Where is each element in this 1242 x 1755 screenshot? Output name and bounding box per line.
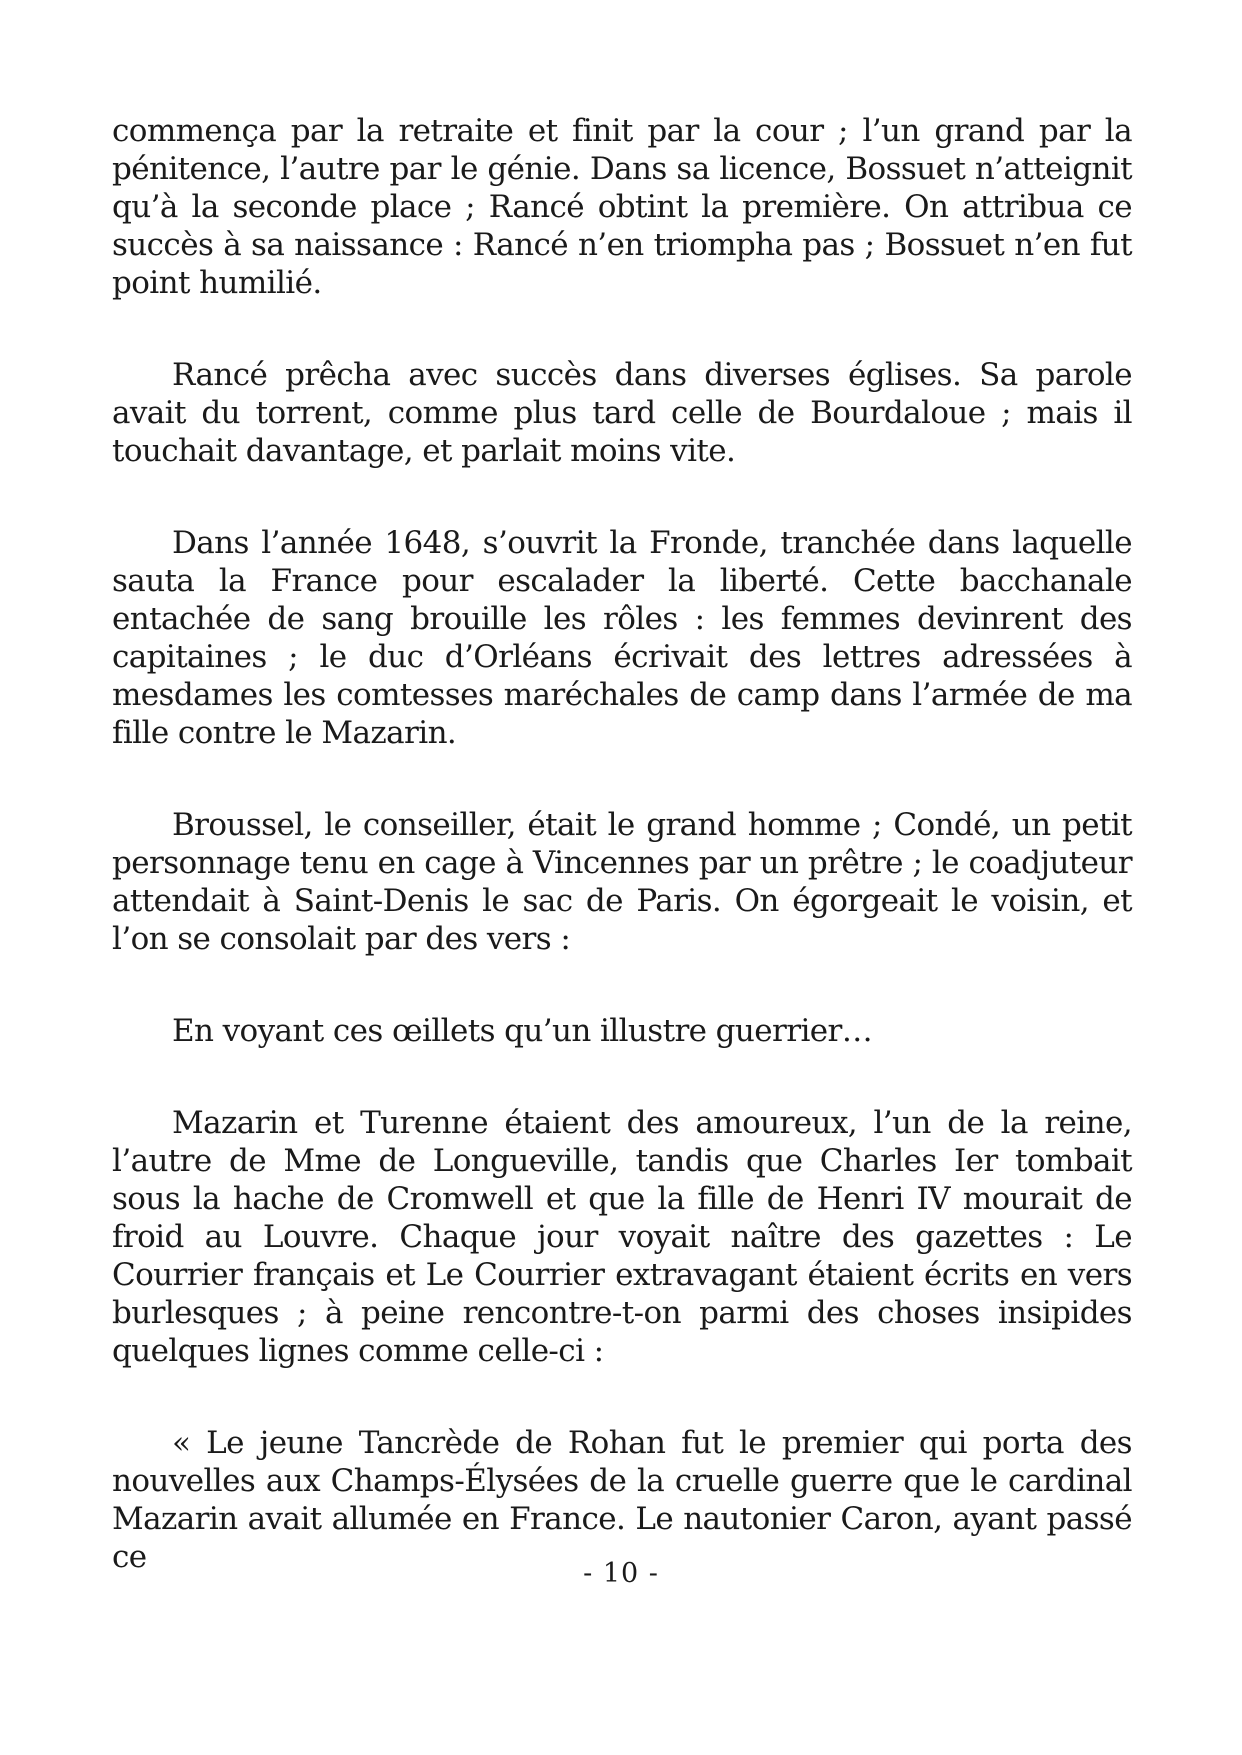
- verse-quote: En voyant ces œillets qu’un illustre guerrier…: [172, 1013, 873, 1049]
- paragraph-rance-preaching: Rancé prêcha avec succès dans diverses églises. Sa parole avait du torrent, comme plus tard celle de Bourdaloue ; mais il touchait davantage, et parlait moins vite.: [112, 357, 1132, 469]
- page-number: - 10 -: [583, 1558, 659, 1589]
- body-text: [112, 112, 1132, 1630]
- paragraph-mazarin-turenne: Mazarin et Turenne étaient des amoureux, l’un de la reine, l’autre de Mme de Longueville, tandis que Charles Ier tombait sous la hache de Cromwell et que la fille de Henri IV mourait de froid au Louvre. Chaque jour voyait naître des gazettes : Le Courrier français et Le Courrier extravagant étaient écrits en vers burlesques ; à peine rencontre-t-on parmi des choses insipides quelques lignes comme celle-ci :: [112, 1105, 1132, 1369]
- paragraph-broussel: Broussel, le conseiller, était le grand homme ; Condé, un petit personnage tenu en cage à Vincennes par un prêtre ; le coadjuteur attendait à Saint-Denis le sac de Paris. On égorgeait le voisin, et l’on se consolait par des vers :: [112, 807, 1132, 957]
- paragraph-fronde: Dans l’année 1648, s’ouvrit la Fronde, tranchée dans laquelle sauta la France pour escalader la liberté. Cette bacchanale entachée de sang brouille les rôles : les femmes devinrent des capitaines ; le duc d’Orléans écrivait des lettres adressées à mesdames les comtesses maréchales de camp dans l’armée de ma fille contre le Mazarin.: [112, 525, 1132, 751]
- paragraph-continuation: commença par la retraite et finit par la cour ; l’un grand par la pénitence, l’autre par le génie. Dans sa licence, Bossuet n’atteignit qu’à la seconde place ; Rancé obtint la première. On attribua ce succès à sa naissance : Rancé n’en triompha pas ; Bossuet n’en fut point humilié.: [112, 113, 1132, 301]
- paragraph-tancrede-quote: « Le jeune Tancrède de Rohan fut le premier qui porta des nouvelles aux Champs-Élysées de la cruelle guerre que le cardinal Mazarin avait allumée en France. Le nautonier Caron, ayant passé ce: [112, 1425, 1132, 1575]
